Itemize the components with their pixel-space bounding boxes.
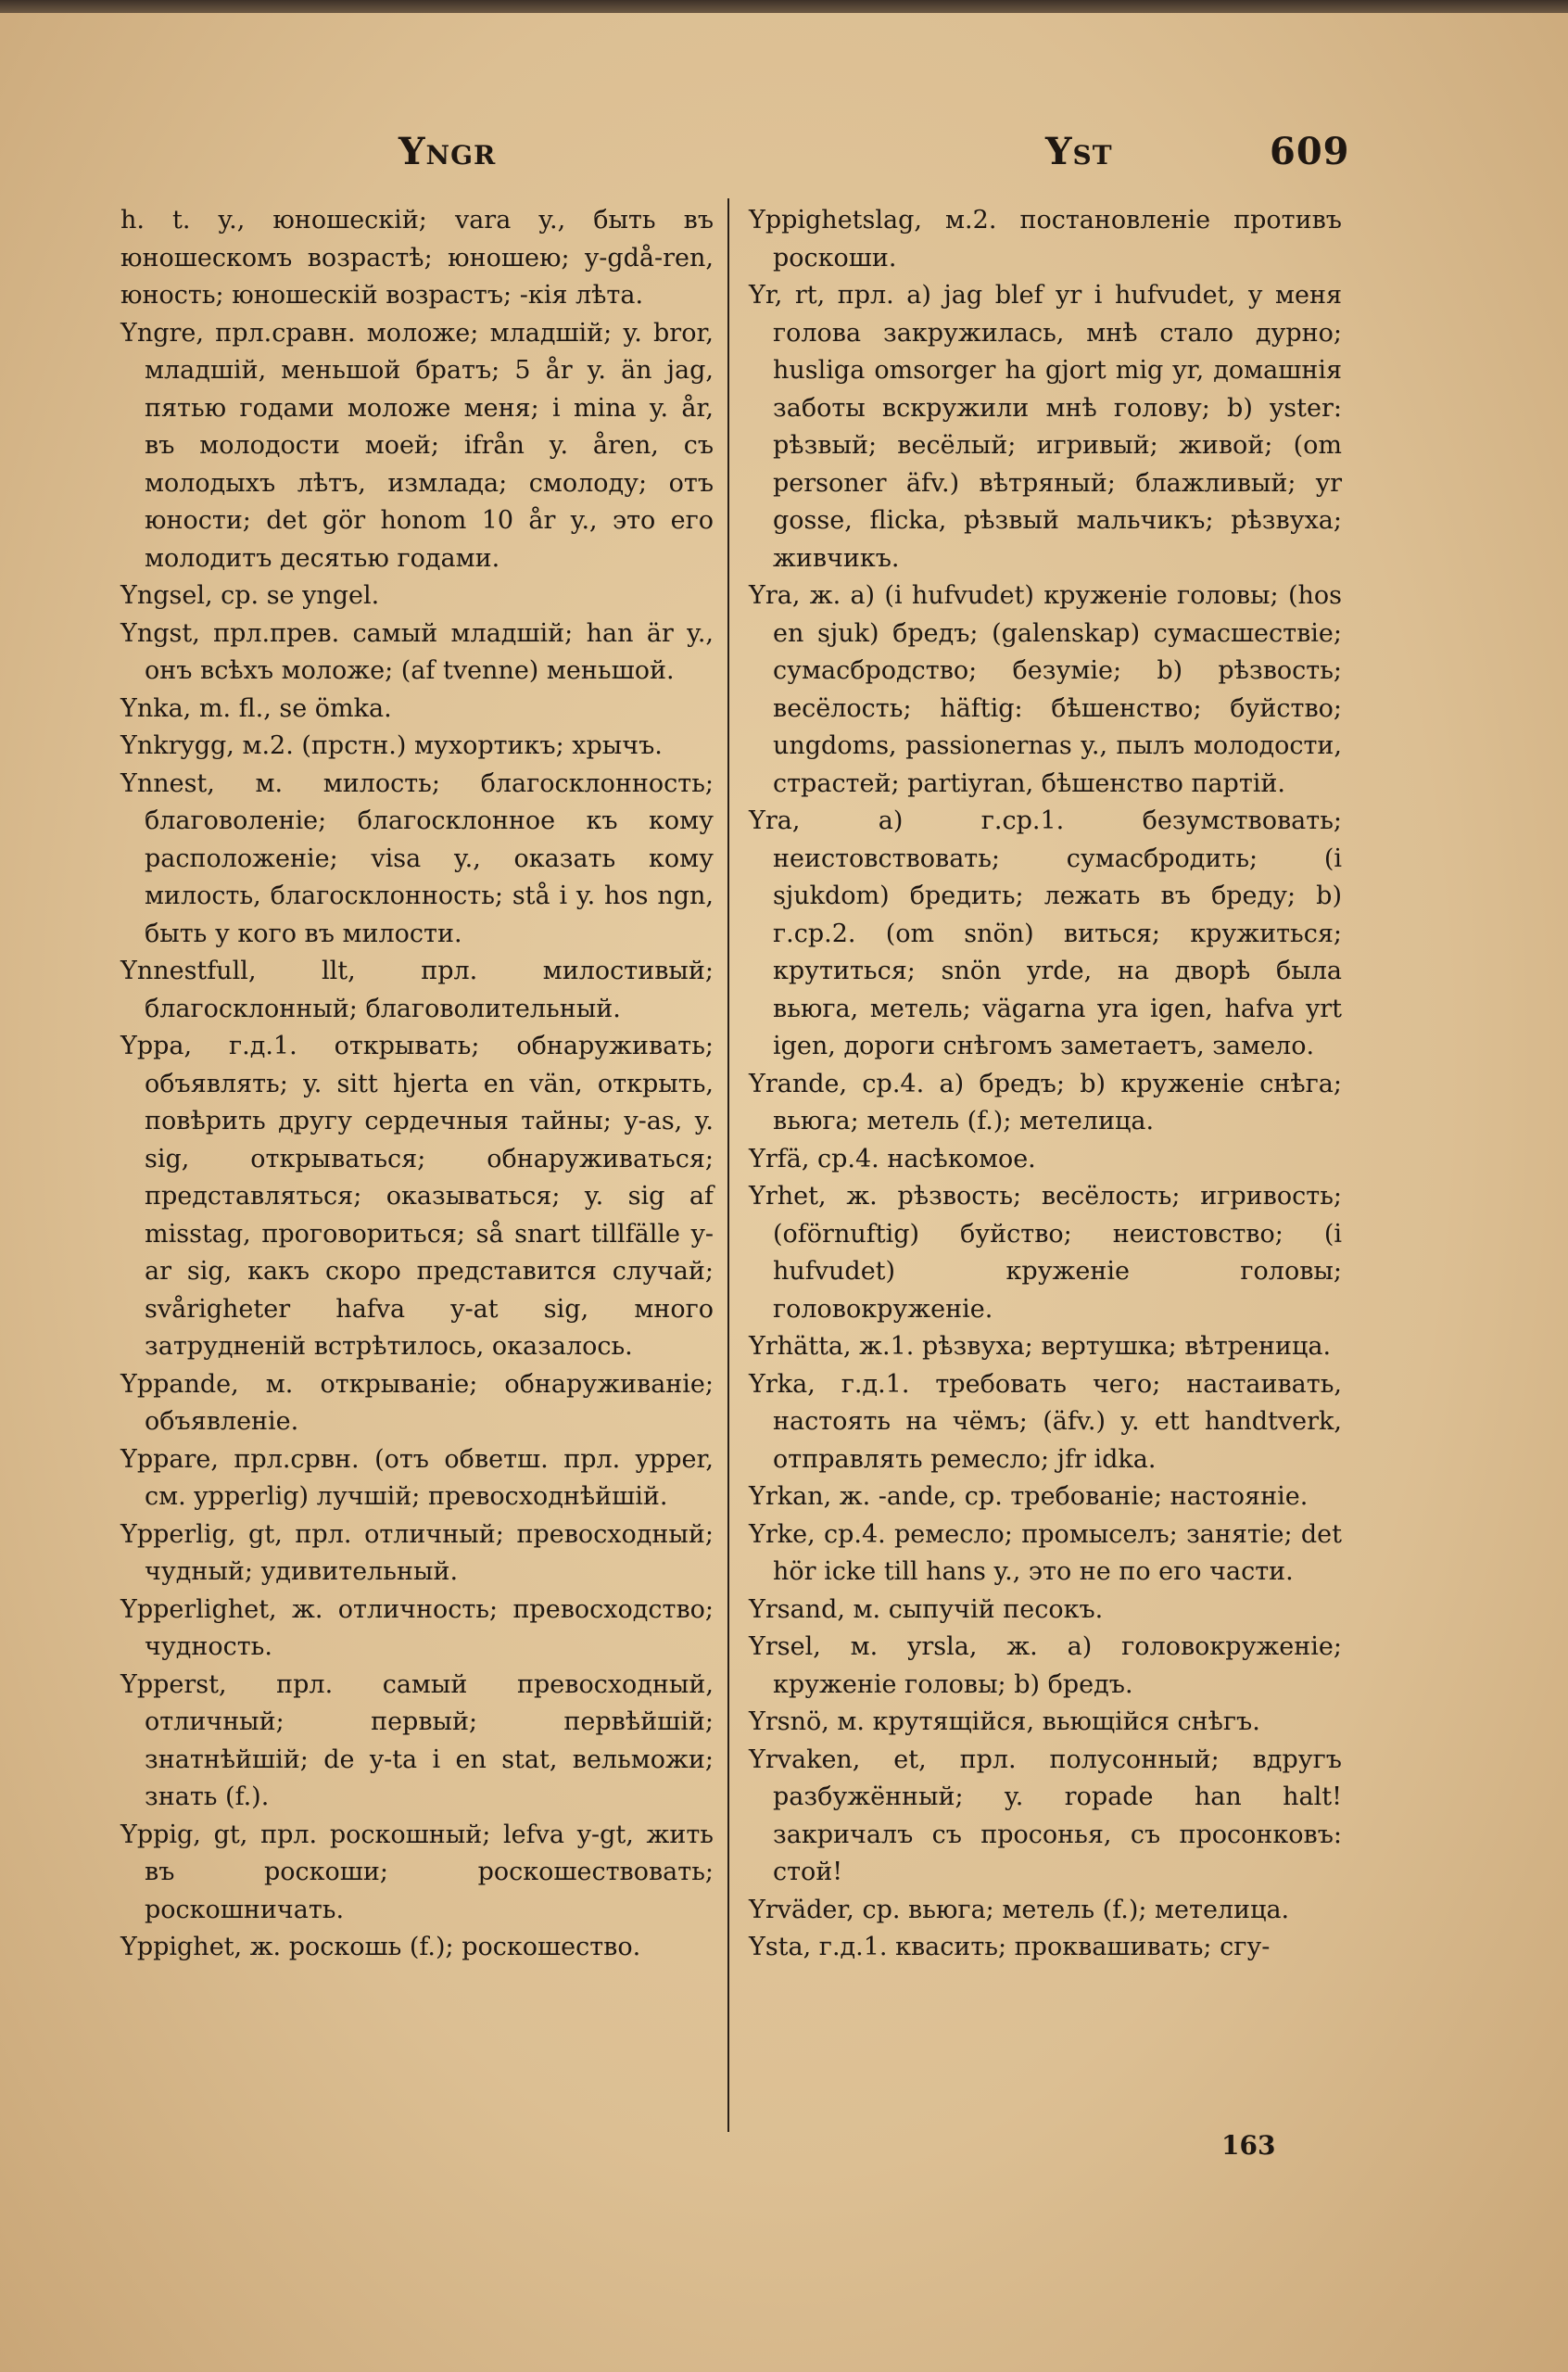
dictionary-entry: Yppig, gt, прл. роскошный; lefva y-gt, жить въ роскоши; роскошествовать; роскошничать.: [120, 1820, 714, 1924]
dictionary-entry: Ynkrygg, м.2. (прстн.) мухортикъ; хрычъ.: [120, 731, 663, 760]
top-edge-rule: [0, 0, 1568, 13]
dictionary-entry: Yrsand, м. сыпучій песокъ.: [749, 1594, 1104, 1624]
dictionary-entry: Yrhätta, ж.1. рѣзвуха; вертушка; вѣтреница.: [749, 1332, 1332, 1361]
page-number: 609: [1270, 130, 1350, 173]
dictionary-entry: Ypperst, прл. самый превосходный, отличный; первый; первѣйшій; знатнѣйшій; de y-ta i en stat, вельможи; знать (f.).: [120, 1669, 714, 1811]
page-header: [0, 130, 1568, 185]
dictionary-entry: Yrsnö, м. крутящійся, вьющійся снѣгъ.: [749, 1707, 1260, 1736]
dictionary-entry: Ynnest, м. милость; благосклонность; благоволеніе; благосклонное къ кому расположеніе; visa y., оказать кому милость, благосклонность; stå i y. hos ngn, быть у кого въ милости.: [120, 768, 714, 948]
dictionary-entry: Yppande, м. открываніе; обнаруживаніе; объявленіе.: [120, 1369, 714, 1436]
dictionary-entry: Yppighet, ж. роскошь (f.); роскошество.: [120, 1933, 641, 1961]
dictionary-entry: Yngre, прл.сравн. моложе; младшій; y. bror, младшій, меньшой братъ; 5 år y. än jag, пятью годами моложе меня; i mina y. år, въ молодости моей; ifrån y. åren, съ молодыхъ лѣтъ, измлада; смолоду; отъ юности; det gör honom 10 år y., это его молодитъ десятью годами.: [120, 318, 714, 573]
dictionary-entry: Yppare, прл.срвн. (отъ обветш. прл. ypper, см. ypperlig) лучшій; превосходнѣйшій.: [120, 1444, 714, 1511]
dictionary-entry: Ypperlig, gt, прл. отличный; превосходный; чудный; удивительный.: [120, 1519, 714, 1586]
right-guide-word: Yst: [1045, 130, 1113, 173]
dictionary-entry: Yrfä, ср.4. насѣкомое.: [749, 1144, 1036, 1173]
dictionary-entry: Yrke, ср.4. ремесло; промыселъ; занятіе; det hör icke till hans y., это не по его части.: [749, 1519, 1342, 1586]
dictionary-entry: Ypperlighet, ж. отличность; превосходство; чудность.: [120, 1594, 714, 1661]
dictionary-entry: Yrande, ср.4. a) бредъ; b) круженіе снѣга; вьюга; метель (f.); метелица.: [749, 1069, 1342, 1135]
dictionary-entry: Yppighetslag, м.2. постановленіе противъ роскоши.: [749, 206, 1342, 273]
right-column: [749, 202, 1342, 1967]
left-guide-word: Yngr: [398, 130, 497, 173]
dictionary-entry: h. t. y., юношескій; vara y., быть въ юношескомъ возрастѣ; юношею; y-gdå-ren, юность; юношескій возрастъ; -кія лѣта.: [120, 206, 714, 310]
signature-mark: 163: [1221, 2130, 1276, 2161]
dictionary-entry: Yppa, г.д.1. открывать; обнаруживать; объявлять; y. sitt hjerta en vän, открыть, повѣрить другу сердечныя тайны; y-as, y. sig, открываться; обнаруживаться; представляться; оказываться; y. sig af misstag, проговориться; så snart tillfälle y-ar sig, какъ скоро представится случай; svårigheter hafva y-at sig, много затрудненій встрѣтилось, оказалось.: [120, 1032, 714, 1361]
dictionary-entry: Yrsel, м. yrsla, ж. a) головокруженіе; круженіе головы; b) бредъ.: [749, 1632, 1342, 1699]
dictionary-entry: Ynka, m. fl., se ömka.: [120, 693, 392, 723]
dictionary-entry: Yra, ж. a) (i hufvudet) круженіе головы; (hos en sjuk) бредъ; (galenskap) сумасшествіе; сумасбродство; безуміе; b) рѣзвость; весёлость; häftig: бѣшенство; буйство; ungdoms, passionernas y., пылъ молодости, страстей; partiyran, бѣшенство партій.: [749, 581, 1342, 798]
dictionary-entry: Yngst, прл.прев. самый младшій; han är y., онъ всѣхъ моложе; (af tvenne) меньшой.: [120, 618, 714, 685]
dictionary-entry: Yr, rt, прл. a) jag blef yr i hufvudet, у меня голова закружилась, мнѣ стало дурно; husliga omsorger ha gjort mig yr, домашнія заботы вскружили мнѣ голову; b) yster: рѣзвый; весёлый; игривый; живой; (om personer äfv.) вѣтряный; блажливый; yr gosse, flicka, рѣзвый мальчикъ; рѣзвуха; живчикъ.: [749, 281, 1342, 573]
dictionary-entry: Yrka, г.д.1. требовать чего; настаивать, настоять на чёмъ; (äfv.) y. ett handtverk, отправлять ремесло; jfr idka.: [749, 1369, 1342, 1474]
dictionary-entry: Ysta, г.д.1. квасить; проквашивать; сгу-: [749, 1933, 1271, 1961]
dictionary-entry: Yrvaken, et, прл. полусонный; вдругъ разбужённый; y. ropade han halt! закричалъ съ просонья, съ просонковъ: стой!: [749, 1744, 1342, 1886]
dictionary-entry: Yrkan, ж. -ande, ср. требованіе; настояніе.: [749, 1482, 1309, 1511]
dictionary-entry: Yngsel, ср. se yngel.: [120, 581, 380, 610]
dictionary-entry: Ynnestfull, llt, прл. милостивый; благосклонный; благоволительный.: [120, 957, 714, 1023]
dictionary-entry: Yrväder, ср. вьюга; метель (f.); метелица.: [749, 1895, 1290, 1924]
column-divider: [727, 198, 729, 2132]
dictionary-entry: Yrhet, ж. рѣзвость; весёлость; игривость; (oförnuftig) буйство; неистовство; (i hufvudet) круженіе головы; головокруженіе.: [749, 1182, 1342, 1324]
dictionary-entry: Yra, a) г.ср.1. безумствовать; неистовствовать; сумасбродить; (i sjukdom) бредить; лежать въ бреду; b) г.ср.2. (om snön) виться; кружиться; крутиться; snön yrde, на дворѣ была вьюга, метель; vägarna yra igen, hafva yrt igen, дороги снѣгомъ заметаетъ, замело.: [749, 806, 1342, 1060]
left-column: [120, 202, 714, 1967]
